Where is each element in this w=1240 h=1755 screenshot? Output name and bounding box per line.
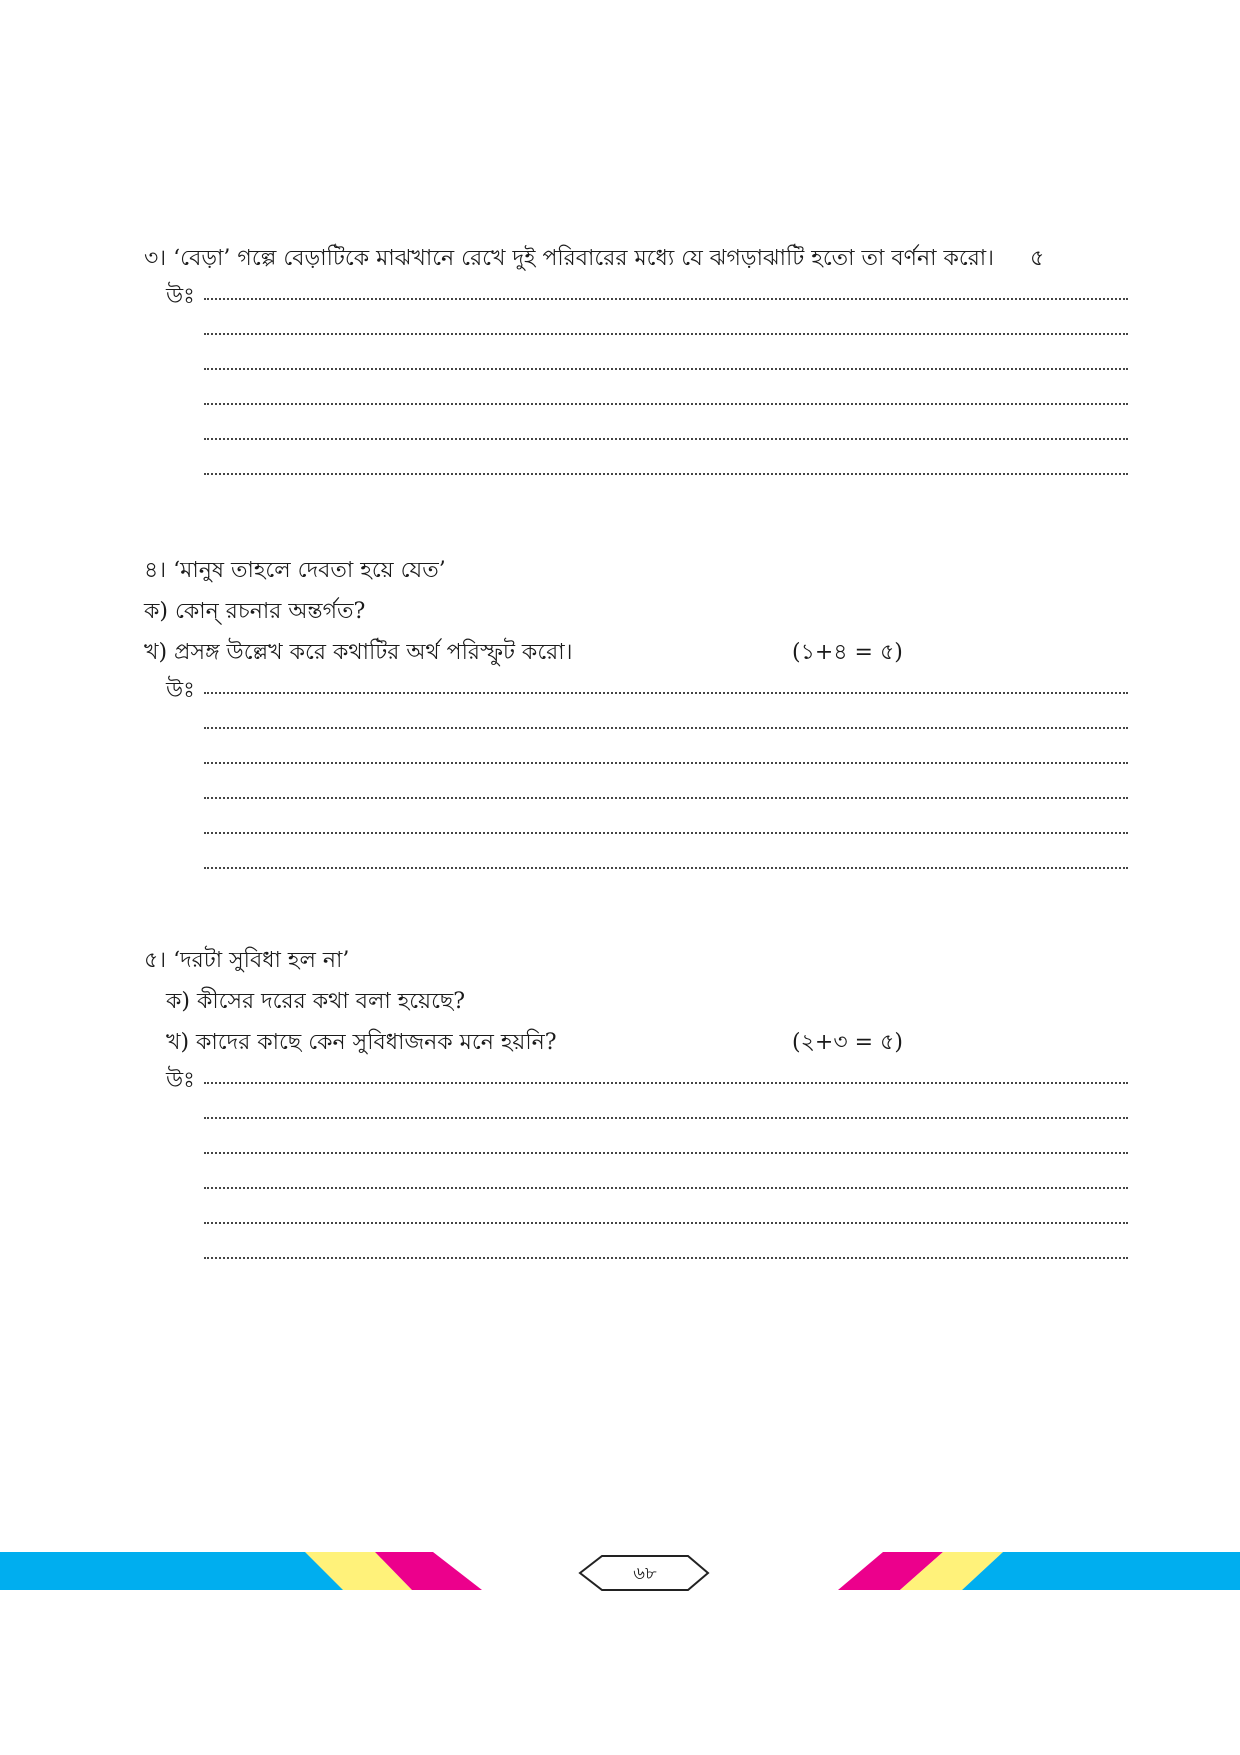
page-number: ৬৮ [633,1563,657,1584]
answer-line[interactable] [204,1187,1128,1189]
answer-line[interactable] [204,727,1128,729]
question-4-text: ৪। ‘মানুষ তাহলে দেবতা হয়ে যেত’ [144,558,446,583]
answer-line[interactable] [204,797,1128,799]
question-4-part-b: খ) প্রসঙ্গ উল্লেখ করে কথাটির অর্থ পরিস্ফুট করো। [144,640,573,665]
question-3-marks: ৫ [1030,246,1045,271]
question-5-part-a: ক) কীসের দরের কথা বলা হয়েছে? [166,989,466,1014]
answer-label: উঃ [166,678,195,703]
question-5-marks: (২+৩ = ৫) [792,1030,903,1055]
answer-line[interactable] [204,867,1128,869]
answer-line[interactable] [204,1257,1128,1259]
answer-line[interactable] [204,298,1128,300]
answer-line[interactable] [204,1152,1128,1154]
answer-line[interactable] [204,832,1128,834]
answer-line[interactable] [204,368,1128,370]
answer-line[interactable] [204,1117,1128,1119]
question-3-text: ৩। ‘বেড়া’ গল্পে বেড়াটিকে মাঝখানে রেখে দুই পরিবারের মধ্যে যে ঝগড়াঝাটি হতো তা বর্ণনা করো। [144,246,995,271]
answer-line[interactable] [204,692,1128,694]
question-4-marks: (১+৪ = ৫) [792,640,903,665]
footer-cyan-right [962,1552,1240,1590]
answer-line[interactable] [204,762,1128,764]
answer-line[interactable] [204,403,1128,405]
answer-line[interactable] [204,1222,1128,1224]
answer-label: উঃ [166,284,195,309]
question-5-text: ৫। ‘দরটা সুবিধা হল না’ [144,948,350,973]
answer-line[interactable] [204,1082,1128,1084]
answer-line[interactable] [204,333,1128,335]
footer-cyan-left [0,1552,345,1590]
answer-line[interactable] [204,473,1128,475]
answer-label: উঃ [166,1068,195,1093]
question-5-part-b: খ) কাদের কাছে কেন সুবিধাজনক মনে হয়নি? [166,1030,557,1055]
answer-line[interactable] [204,438,1128,440]
question-4-part-a: ক) কোন্ রচনার অন্তর্গত? [144,599,366,624]
